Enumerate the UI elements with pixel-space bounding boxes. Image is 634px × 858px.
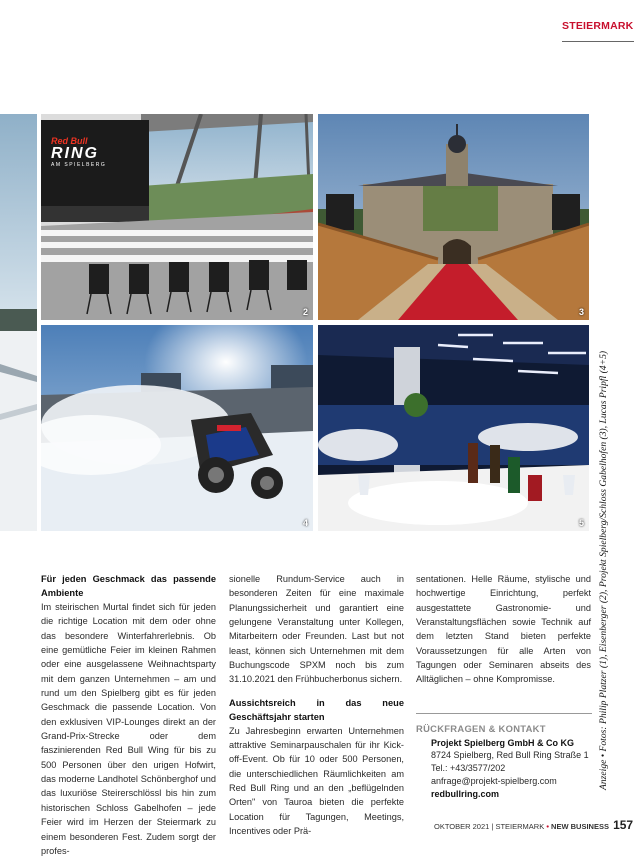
article-paragraph: sentationen. Helle Räume, stylische und hochwertige Einrichtung, perfekt ausgestattete Gastronomie- und Veranstaltungsflächen sowie Technik auf dem letzten Stand bieten perfekte Voraussetzungen für alle Arten von Tagungen oder Seminaren abseits des Alltäglichen – ohne Kompromisse. (416, 574, 591, 685)
contact-address: 8724 Spielberg, Red Bull Ring Straße 1 (431, 750, 589, 761)
photo-number: 4 (302, 518, 308, 528)
article-heading: Aussichtsreich in das neue Geschäftsjahr starten (229, 697, 404, 722)
contact-email[interactable]: anfrage@projekt-spielberg.com (431, 775, 557, 786)
contact-box (416, 713, 592, 800)
article-paragraph: Zu Jahresbeginn erwarten Unternehmen attraktive Seminarpauschalen für ihr Kick-off-Event. Ob für 10 oder 500 Personen, die unterschiedlichen Räumlichkeiten am Red Bull Ring und an den „beflügelnden Orten" von Tauroa bieten die perfekte Location für Tagungen, Meetings, Incentives oder Prä- (229, 725, 404, 837)
article-column-3 (416, 572, 591, 687)
article-paragraph: sionelle Rundum-Service auch in besonderen Zeiten für eine maximale Planungssicherheit und garantiert eine gelungene Veranstaltung unter Kollegen, Mitarbeitern oder Freunden. Last but not least, können sich Unternehmen mit dem Buchungscode SPXM noch bis zum 31.10.2021 den Frühbucherbonus sichern. (229, 574, 404, 685)
photo-number: 2 (302, 307, 308, 317)
photo-castle (318, 114, 589, 320)
page-footer (434, 818, 633, 832)
footer-section: STEIERMARK (495, 822, 545, 831)
section-tag: STEIERMARK (562, 20, 634, 42)
contact-phone: Tel.: +43/3577/202 (431, 763, 506, 774)
contact-title: RÜCKFRAGEN & KONTAKT (416, 723, 546, 734)
footer-date: OKTOBER 2021 (434, 822, 490, 831)
article-column-1 (41, 572, 216, 858)
photo-number: 5 (578, 518, 584, 528)
photo-credit: Anzeige • Fotos: Philip Platzer (1), Eisenberger (2), Projekt Spielberg/Schloss Gabelhofen (3), Lucas Pripfl (4+5) (598, 350, 609, 790)
article-paragraph: Im steirischen Murtal findet sich für jeden die richtige Location mit dem oder ohne das besondere Winterfahrerlebnis. Ob eine gemütliche Feier im kleinen Rahmen oder eine ausgelassene Weihnachtsparty mit dem ganzen Unternehmen – am und rund um den Spielberg gibt es für jeden Geschmack die passende Location. Von den exklusiven VIP-Lounges direkt an der Grand-Prix-Strecke oder dem faszinierenden Red Bull Wing für bis zu 500 Personen über den urigen Hofwirt, das moderne Landhotel Schönberghof und das luxuriöse Steirerschlössl bis hin zum historischen Schloss Gabelhofen – jede Feier wird im Herzen der Steiermark zu einem besonderen Fest. Zudem sorgt der profes- (41, 602, 216, 856)
article-heading: Für jeden Geschmack das passende Ambiente (41, 574, 216, 598)
red-bull-ring-logo: Red Bull RING AM SPIELBERG (51, 136, 107, 168)
photo-number: 3 (578, 307, 584, 317)
photo-gala-dinner (318, 325, 589, 531)
contact-company: Projekt Spielberg GmbH & Co KG (431, 737, 575, 748)
footer-bullet: • (546, 822, 549, 831)
footer-magazine: NEW BUSINESS (551, 822, 609, 831)
contact-website[interactable]: redbullring.com (431, 788, 500, 799)
photo-conference-room (41, 114, 313, 320)
photo-snow-buggy (41, 325, 313, 531)
article-column-2 (229, 572, 404, 839)
photo-snow-cropped (0, 114, 37, 531)
page-number: 157 (613, 818, 634, 832)
footer-separator: | (491, 822, 494, 831)
